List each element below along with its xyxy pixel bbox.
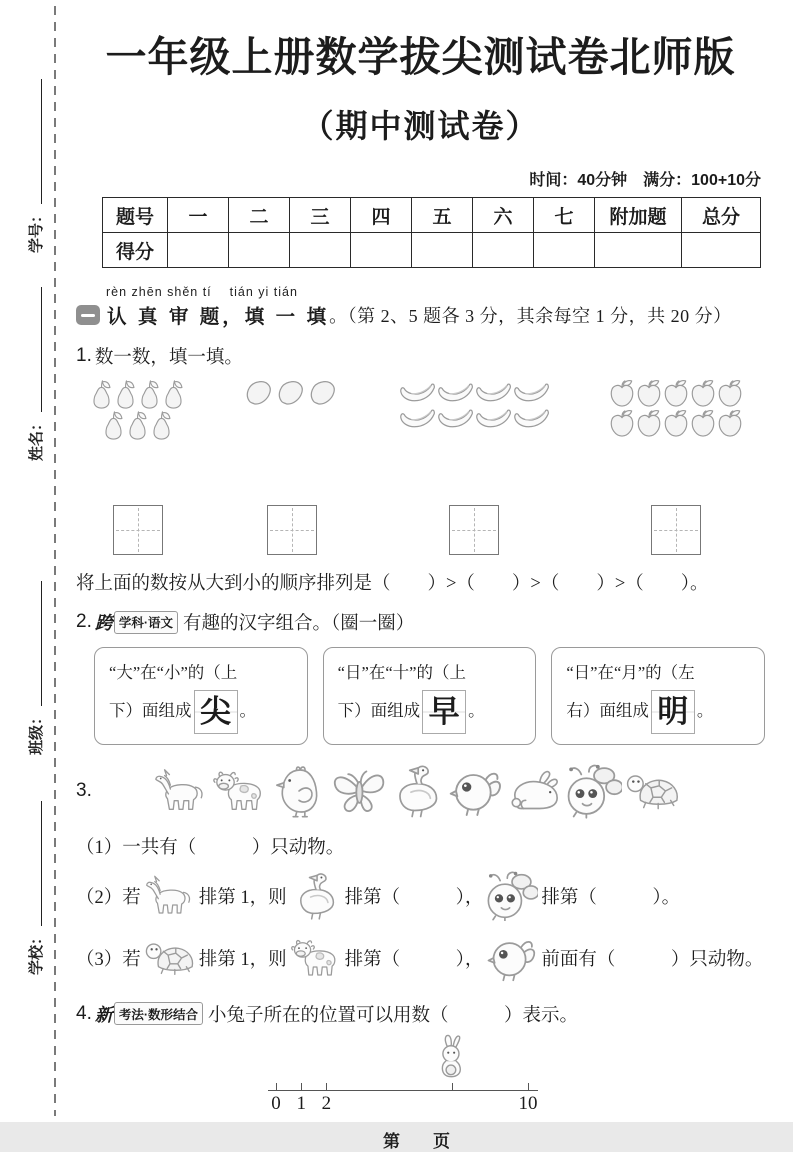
- score-header-row: [103, 198, 761, 233]
- score-col-0: 题号: [103, 198, 168, 233]
- question-3-sub1: （1）一共有（ ）只动物。: [76, 837, 345, 858]
- bird-icon: [448, 763, 504, 819]
- answer-box: [449, 505, 499, 555]
- score-table: [102, 197, 761, 268]
- fruit-group-pear: [90, 379, 185, 555]
- score-cell-empty: [351, 233, 412, 268]
- answer-box: [267, 505, 317, 555]
- pear-icon: [90, 379, 113, 409]
- pear-icon: [150, 410, 173, 440]
- apple-icon: [636, 409, 662, 438]
- text-segment: 前面有（ ）只动物。: [541, 949, 764, 970]
- animal-strip: [153, 763, 681, 819]
- score-col-6: 六: [473, 198, 534, 233]
- score-col-9: 总分: [682, 198, 761, 233]
- section-score-note: 。（第 2、5 题各 3 分，其余每空 1 分，共 20 分）: [329, 306, 732, 326]
- fruit-group-mango: [244, 379, 339, 555]
- text-segment: （3）若: [76, 949, 141, 970]
- question-1-text: 数一数，填一填。: [94, 348, 243, 368]
- number-line-axis: [268, 1090, 538, 1091]
- card-line2: 右）面组成: [566, 700, 649, 720]
- score-cell-empty: [534, 233, 595, 268]
- score-cell-empty: [412, 233, 473, 268]
- mango-icon: [308, 379, 339, 406]
- new-method-badge-prefix: 新: [94, 1004, 113, 1025]
- question-3-sub2: [76, 871, 765, 921]
- card-line1: “日”在“十”的（上: [337, 663, 466, 682]
- score-col-7: 七: [534, 198, 595, 233]
- number-line-label: 10: [518, 1092, 538, 1114]
- number-line-tick: [452, 1083, 453, 1091]
- section-number-badge: [76, 305, 100, 325]
- apple-icon: [690, 379, 716, 408]
- score-cell-empty: [168, 233, 229, 268]
- banana-icon: [475, 379, 512, 404]
- name-blank: [41, 287, 42, 412]
- banana-icon: [437, 405, 474, 430]
- bee-icon: [566, 763, 622, 819]
- apple-icon: [636, 379, 662, 408]
- bird-icon: [486, 933, 538, 983]
- banana-icon: [437, 379, 474, 404]
- answer-box: [651, 505, 701, 555]
- sidebar-field-school: [24, 799, 46, 975]
- text-segment: （2）若: [76, 887, 141, 908]
- apple-icon: [717, 379, 743, 408]
- text-segment: 排第（ ）。: [541, 887, 681, 908]
- school-blank: [41, 801, 42, 926]
- question-4-text: 小兔子所在的位置可以用数（ ）表示。: [208, 1005, 579, 1026]
- score-cell-empty: [595, 233, 682, 268]
- cross-subject-badge-prefix: 跨: [94, 613, 113, 633]
- horse-icon: [144, 871, 196, 921]
- score-col-5: 五: [412, 198, 473, 233]
- apple-icon: [609, 409, 635, 438]
- hanzi-card: “日”在“十”的（上 下）面组成 早 。: [323, 647, 537, 745]
- student-id-blank: [41, 79, 42, 204]
- text-segment: 排第（ ），: [344, 887, 484, 908]
- banana-icon: [475, 405, 512, 430]
- question-1-number: 1.: [76, 345, 92, 366]
- name-label: 姓名：: [28, 415, 45, 461]
- hanzi-box: 早: [422, 690, 466, 734]
- rabbit-icon: [507, 763, 563, 819]
- number-line: [268, 1033, 538, 1115]
- turtle-icon: [625, 763, 681, 819]
- pear-icon: [114, 379, 137, 409]
- pinyin-hint: rèn zhēn shěn tí tián yi tián: [106, 285, 298, 299]
- pear-icon: [138, 379, 161, 409]
- question-4: [76, 1001, 765, 1027]
- mango-icon: [244, 379, 275, 406]
- rabbit-stand-icon: [437, 1033, 467, 1081]
- pear-icon: [162, 379, 185, 409]
- number-line-label: 2: [321, 1092, 332, 1114]
- score-col-3: 三: [290, 198, 351, 233]
- sidebar-field-class: [24, 579, 46, 755]
- question-4-number: 4.: [76, 1002, 92, 1024]
- score-cell-empty: [229, 233, 290, 268]
- page-subtitle: （期中测试卷）: [301, 108, 540, 144]
- question-1: [76, 343, 765, 369]
- apple-icon: [690, 409, 716, 438]
- banana-icon: [513, 405, 550, 430]
- class-blank: [41, 581, 42, 706]
- section-one-header: [76, 301, 765, 329]
- count-objects-area: [76, 379, 765, 555]
- chicken-icon: [271, 763, 327, 819]
- sidebar-field-name: [24, 285, 46, 461]
- banana-icon: [399, 379, 436, 404]
- student-id-label: 学号：: [28, 207, 45, 253]
- exam-meta: 时间：40分钟 满分：100+10分: [529, 172, 761, 189]
- score-cell-empty: [290, 233, 351, 268]
- hanzi-card: “大”在“小”的（上 下）面组成 尖 。: [94, 647, 308, 745]
- card-line2: 下）面组成: [109, 700, 192, 720]
- number-line-tick: [301, 1083, 302, 1091]
- question-3-number: 3.: [76, 779, 92, 801]
- score-col-8: 附加题: [595, 198, 682, 233]
- score-cell-empty: [682, 233, 761, 268]
- card-line2: 下）面组成: [337, 700, 421, 720]
- text-segment: 排第 1，则: [198, 949, 287, 970]
- score-col-1: 一: [168, 198, 229, 233]
- butterfly-icon: [330, 763, 386, 819]
- number-line-tick: [276, 1083, 277, 1091]
- question-2-number: 2.: [76, 611, 92, 632]
- hanzi-cards: [94, 647, 765, 745]
- apple-icon: [717, 409, 743, 438]
- hanzi-box: 尖: [194, 690, 238, 734]
- banana-icon: [513, 379, 550, 404]
- question-3: [76, 763, 765, 819]
- sidebar-field-student-id: [24, 77, 46, 253]
- section-title: 认 真 审 题，填 一 填: [107, 306, 330, 328]
- banana-icon: [399, 405, 436, 430]
- score-col-4: 四: [351, 198, 412, 233]
- question-2-text: 有趣的汉字组合。（圈一圈）: [183, 614, 415, 634]
- cross-subject-badge: 学科·语文: [114, 611, 178, 634]
- card-line1: “日”在“月”的（左: [566, 663, 695, 682]
- turtle-icon: [144, 933, 196, 983]
- score-col-2: 二: [229, 198, 290, 233]
- page-title: 一年级上册数学拔尖测试卷北师版: [105, 34, 736, 80]
- school-label: 学校：: [28, 929, 45, 975]
- hanzi-box: 明: [651, 690, 695, 734]
- cow-icon: [290, 933, 342, 983]
- order-blanks-line: 将上面的数按从大到小的顺序排列是（ ）>（ ）>（ ）>（ ）。: [76, 574, 709, 594]
- page-footer: 第 页: [383, 1131, 458, 1151]
- text-segment: 排第（ ），: [344, 949, 484, 970]
- number-line-tick: [326, 1083, 327, 1091]
- text-segment: 排第 1，则: [198, 887, 287, 908]
- question-2: [76, 609, 765, 635]
- score-cell-empty: [473, 233, 534, 268]
- fruit-group-apple: [609, 379, 743, 555]
- pear-icon: [102, 410, 125, 440]
- question-3-sub3: [76, 933, 765, 983]
- pear-icon: [126, 410, 149, 440]
- answer-box: [113, 505, 163, 555]
- horse-icon: [153, 763, 209, 819]
- cow-icon: [212, 763, 268, 819]
- card-line1: “大”在“小”的（上: [109, 663, 238, 682]
- number-line-tick: [528, 1083, 529, 1091]
- apple-icon: [663, 379, 689, 408]
- goose-icon: [389, 763, 445, 819]
- apple-icon: [663, 409, 689, 438]
- number-line-label: 0: [271, 1092, 281, 1114]
- apple-icon: [609, 379, 635, 408]
- bee-icon: [486, 871, 538, 921]
- mango-icon: [276, 379, 307, 406]
- new-method-badge: 考法·数形结合: [114, 1002, 203, 1025]
- number-line-label: 1: [296, 1092, 306, 1114]
- goose-icon: [290, 871, 342, 921]
- seal-dashed-line: [54, 6, 56, 1116]
- fruit-group-banana: [399, 379, 550, 555]
- score-value-row: [103, 233, 761, 268]
- class-label: 班级：: [28, 709, 45, 755]
- score-row-label: 得分: [103, 233, 168, 268]
- hanzi-card: “日”在“月”的（左 右）面组成 明 。: [551, 647, 765, 745]
